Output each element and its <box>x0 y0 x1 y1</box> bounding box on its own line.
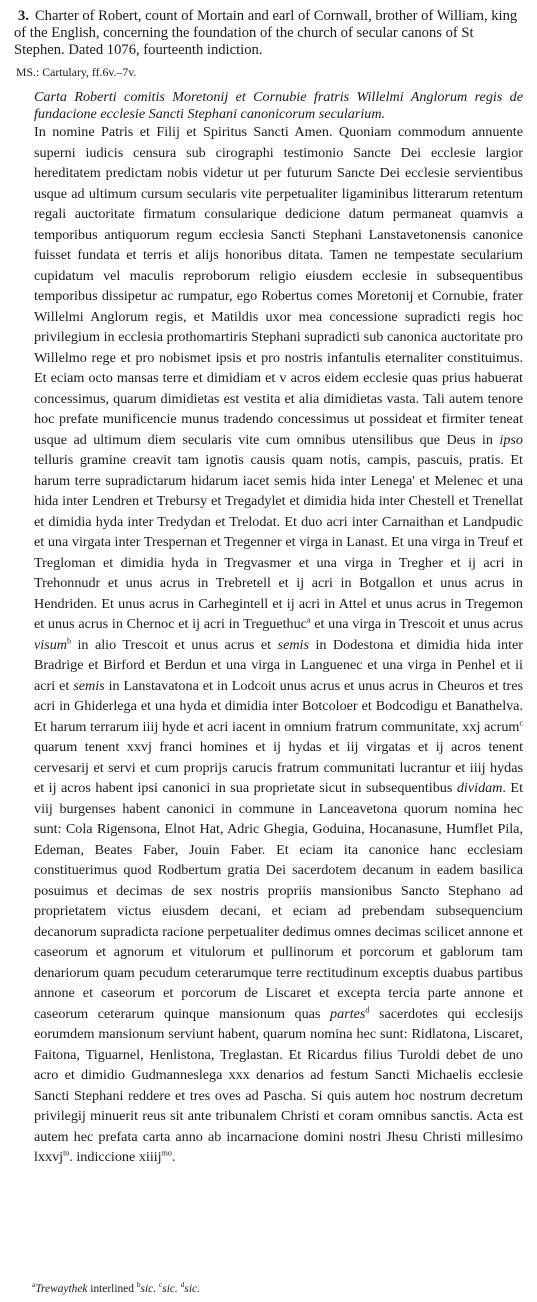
body-text: in alio Trescoit et unus acrus et <box>77 636 272 653</box>
charter-number: 3. <box>18 8 29 24</box>
note-mark: d <box>365 1004 370 1014</box>
body-italic-word: semis <box>73 677 105 694</box>
latin-body <box>34 122 523 1168</box>
body-text: in Lanstavatona et in Lodcoit unus acrus et unus acrus in Cheuros et tres acri in Ghiderlega et una hyda et dimidia inter Botcoloer et Bodcodigu et Banathelva. Et harum terrarum iiij hyde et acri iacent in omnium fratrum communitate, xxj acrum <box>34 677 523 735</box>
latin-title: Carta Roberti comitis Moretonij et Cornubie fratris Willelmi Anglorum regis de fundacione ecclesie Sancti Stephani canonicorum secularium. <box>34 89 523 122</box>
body-italic-word: dividam <box>456 780 503 796</box>
body-italic-word: ipso <box>499 431 523 448</box>
note-mark: d <box>180 1280 185 1290</box>
note-sic: sic. <box>162 1283 178 1295</box>
note-sic: sic. <box>140 1283 157 1295</box>
body-text: . Et viij burgenses habent canonici in commune in Lanceavetona quorum nomina hec sunt: Cola Rigensona, Elnot Hat, Adric Ghegia, Goduina, Hocanasune, Humflet Pila, Edeman, Beates Faber, Jouin Faber. Et eciam ita canonice hanc ecclesiam constituerimus quod Rodbertum gratia Dei sacerdotem decanum in eadem basilica posuimus et decimas de sex nostris propriis mansionibus Sancto Stephano ad proprietatem victus eiusdem decani, et eciam ad prebendam subsequencium decanorum supradicta racione perpetualiter dedimus omnes decimas scilicet annone et caseorum et agnorum et vitulorum et pullinorum et porcorum et gablorum tam denariorum quam pecudum ceterarumque terre rectitudinum exceptis duabus partibus annone et caseorum et porcorum de Liscaret et excepta tercia parte annone et caseorum ceterarum quinque mansionum quas <box>34 780 523 1022</box>
note-mark: a <box>306 615 311 625</box>
note-mark: c <box>158 1280 163 1290</box>
textual-notes <box>32 1280 200 1296</box>
body-text: telluris gramine creavit tam ignotis causis quam notis, campis, pascuis, pratis. Et harum terre supradictarum hidarum iacet semis hida inter Lenega' et Melenec et una hida inter Lendren et Trebursy et Tregadylet et dimidia hida inter Chestell et Trenellat et dimidia hyda inter Tredydan et Trelodat. Et duo acri inter Carnaithan et Landpudic et una virgata inter Trespernan et Tregenner et virga in Lanast. Et una virga in Treuf et Tregloman et dimidia hyda in Tregvasmer et una virga in Tregher et ij acri in Trehonnudr et unus acrus in Trebretell et ij acri in Botgallon et unus acrus in Hendriden. Et unus acrus in Carhegintell et ij acri in Attel et unus acrus in Tregemon et unus acrus in Chernoc et ij acri in Treguethuc <box>34 452 523 632</box>
body-italic-word: semis <box>277 636 309 653</box>
latin-text <box>14 89 523 1168</box>
body-text: . indiccione xiiij <box>69 1149 162 1165</box>
note-mark: a <box>32 1280 36 1290</box>
note-mark: c <box>519 717 523 727</box>
body-text: In nomine Patris et Filij et Spiritus Sancti Amen. Quoniam commodum annuente superni iudicis censura sub cirographi testimonio Sancte Dei ecclesie largior hereditatem predictam nobis videtur ut per futurum Sancte Dei ecclesie servientibus usque ad ultimum cursum secularis vite perpetualiter ligaminibus litterarum retentum regali auctoritate firmatum consularique dedicione datum permaneat quamvis a temporibus antiquorum regum ecclesia Sancti Stephani Lanstavetonensis canonice fuisset fundata et terris et alijs honoribus ditata. Tamen ne tempestate secularium cupidatum vel maculis reproborum religio eiusdem ecclesie in subsequentibus temporibus dissipetur ac rumpatur, ego Robertus comes Moretonij et Cornubie, frater Willelmi Anglorum regis, et Matildis uxor mea concessione supradicti regis hoc privilegium in ecclesia prothomartiris Stephani supradicti sub canonica auctoritate pro Willelmo rege et pro nobismet ipsis et pro nostris infantulis eternaliter constituimus. Et eciam octo mansas terre et dimidiam et v acros eidem ecclesie quas prius habuerat concessimus, quarum dimidietas est vestita et alia dimidietas vasta. Tali autem tenore hoc prefate munificencie munus tradendo concessimus ut possideat et firmiter teneat usque ad ultimum diem secularis vite cum omnibus utensilibus que Deus in <box>34 124 523 448</box>
note-sic: sic. <box>184 1283 200 1295</box>
charter-heading <box>14 8 523 59</box>
superscript-ordinal: mo <box>161 1148 172 1158</box>
body-text: et una virga in Trescoit et unus acrus <box>314 616 523 632</box>
body-text: . <box>171 1149 176 1165</box>
body-text: sacerdotes qui ecclesijs eorumdem mansionum serviunt habent, quarum nomina hec sunt: Ridlatona, Liscaret, Faitona, Tiguarnel, Henlistona, Treglastan. Et Ricardus filius Turoldi debet de uno acro et dimidio Gudmanneslega xxx denarios ad festum Sancti Michaelis ecclesie Sancti Stephani reddere et tres oves ad Pascha. Si quis autem hoc nostrum decretum privilegij minuerit reus sit ante tribunalem Christi et coram omnibus sanctis. Acta est autem hec prefata carta anno ab incarnacione domini nostri Jhesu Christi millesimo lxxvj <box>34 1005 523 1165</box>
body-italic-word: partes <box>330 1005 366 1022</box>
note-word: Trewaythek <box>35 1283 88 1295</box>
superscript-ordinal: to <box>63 1148 70 1158</box>
note-mark: b <box>67 635 71 645</box>
body-text: quarum tenent xxvj franci homines et ij hydas et iij virgatas et ij acros tenent cervesarij et servi et cum proprijs carucis fratrum communitati lucrantur et iiij hydas et ij acros habent ipsi canonici in sua proprietate sicut in subsequentibus <box>34 739 523 796</box>
charter-heading-text: Charter of Robert, count of Mortain and earl of Cornwall, brother of William, king of the English, concerning the foundation of the church of secular canons of St Stephen. Dated 1076, fourteenth indiction. <box>14 8 518 58</box>
manuscript-reference: MS.: Cartulary, ff.6v.–7v. <box>16 65 137 79</box>
body-italic-word: visum <box>34 636 67 653</box>
body-text: in Dodestona et dimidia hida inter Bradrige et Birford et Berdun et una virga in Languenec et una virga in Penhel et ii acri et <box>34 636 523 694</box>
note-text: interlined <box>87 1283 137 1295</box>
note-mark: b <box>136 1280 141 1290</box>
